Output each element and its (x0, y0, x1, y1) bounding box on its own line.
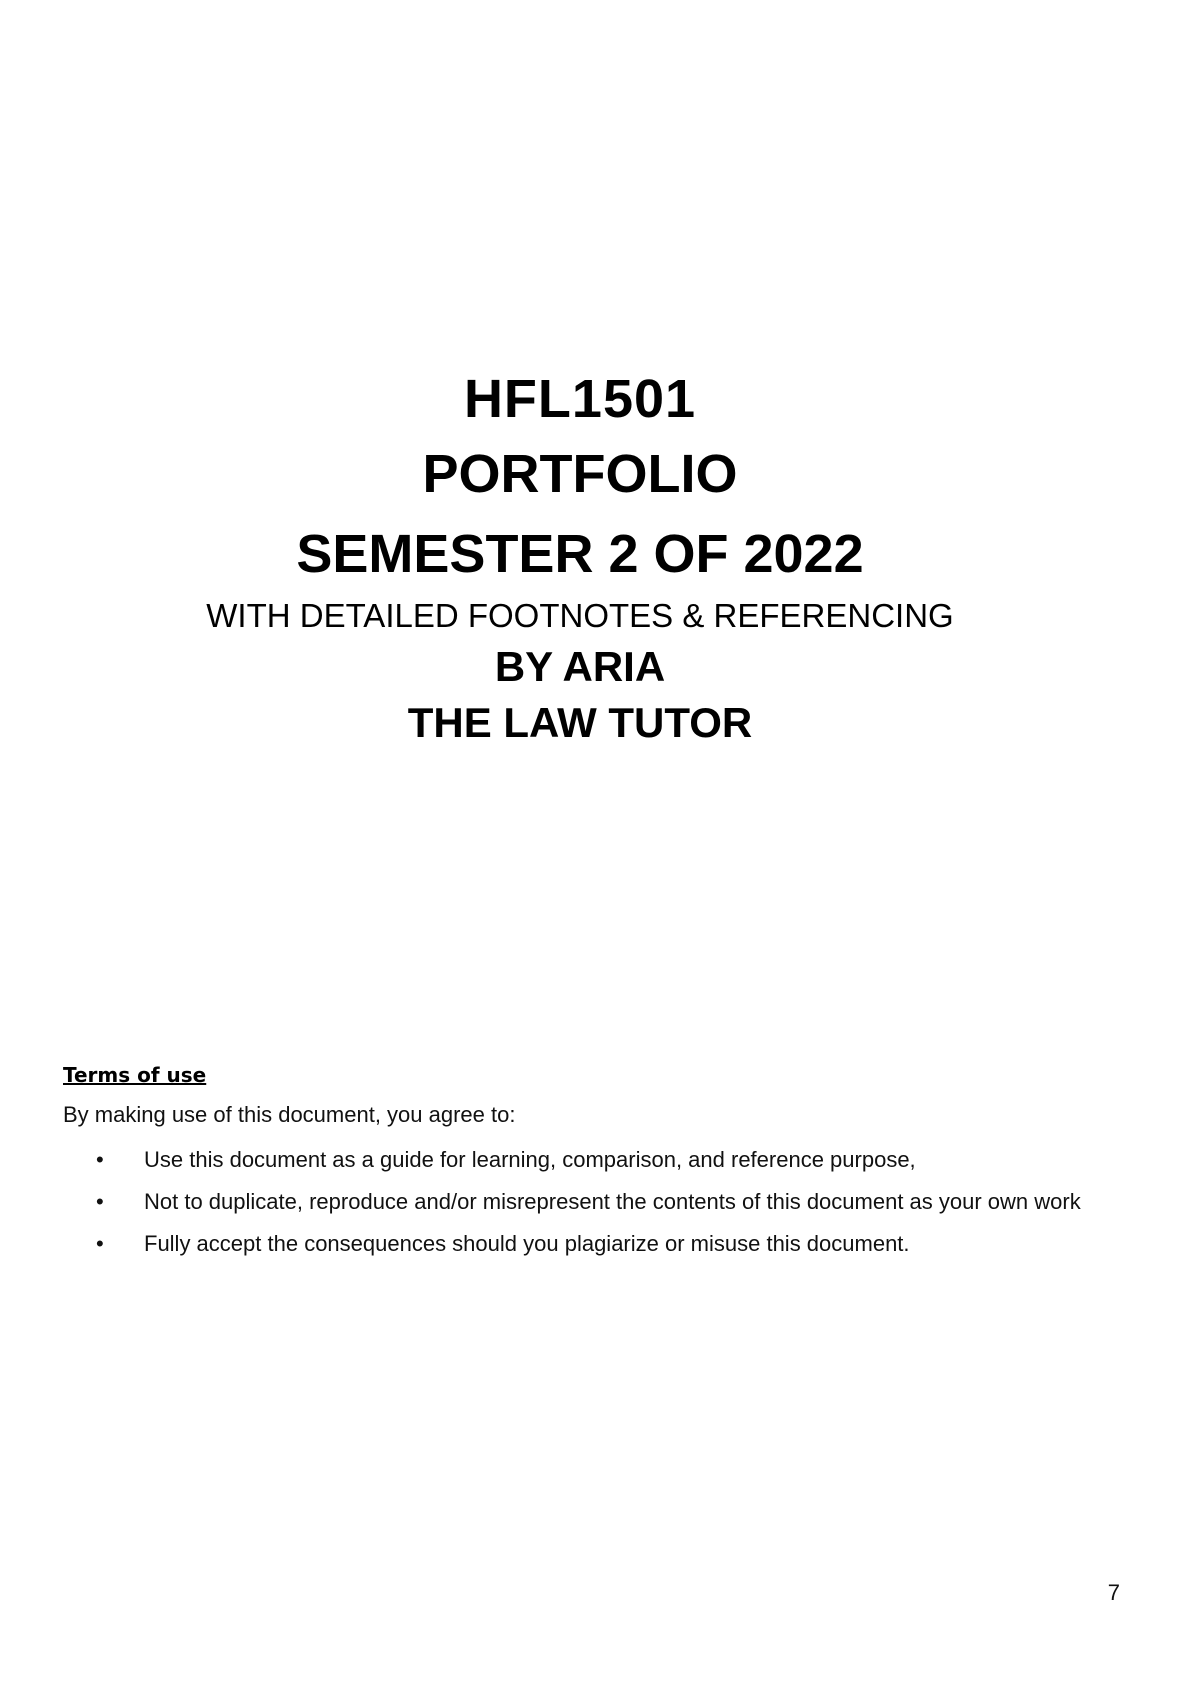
terms-heading: Terms of use (63, 1063, 207, 1087)
list-item-text: Use this document as a guide for learning, comparison, and reference purpose, (144, 1147, 916, 1172)
author-line: BY ARIA (494, 643, 666, 690)
bullet-icon: • (96, 1231, 104, 1256)
tutor-line: THE LAW TUTOR (407, 699, 753, 746)
semester-line: SEMESTER 2 OF 2022 (296, 524, 864, 584)
document-type: PORTFOLIO (422, 444, 738, 504)
course-code: HFL1501 (463, 369, 697, 429)
list-item (63, 1224, 1143, 1264)
list-item (63, 1140, 1143, 1180)
page-number: 7 (1107, 1580, 1120, 1605)
bullet-icon: • (96, 1147, 104, 1172)
title-block (0, 365, 1160, 751)
terms-list (63, 1140, 1143, 1264)
bullet-icon: • (96, 1189, 104, 1214)
list-item (63, 1182, 1143, 1222)
list-item-text: Not to duplicate, reproduce and/or misrepresent the contents of this document as your own work (144, 1189, 1081, 1214)
list-item-text: Fully accept the consequences should you plagiarize or misuse this document. (144, 1231, 910, 1256)
terms-of-use-section (63, 1060, 1143, 1266)
terms-intro: By making use of this document, you agree to: (63, 1102, 516, 1127)
subtitle: WITH DETAILED FOOTNOTES & REFERENCING (206, 597, 954, 634)
